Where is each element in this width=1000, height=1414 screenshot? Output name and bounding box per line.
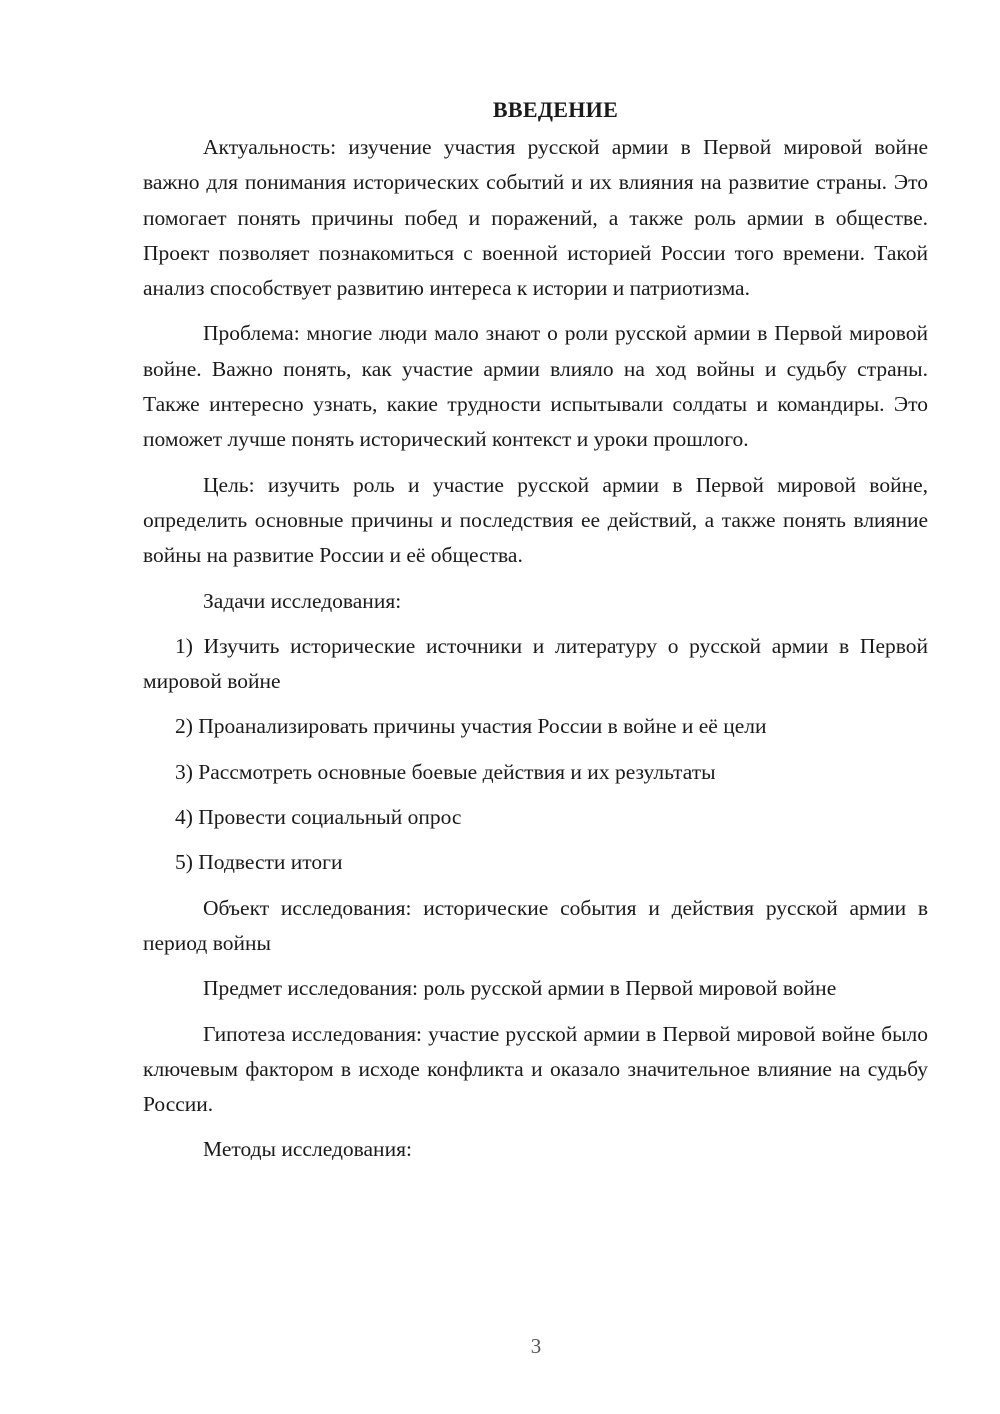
- goal-paragraph: Цель: изучить роль и участие русской армии в Первой мировой войне, определить основные причины и последствия ее действий, а также понять влияние войны на развитие России и её общества.: [143, 472, 928, 568]
- page-number: 3: [530, 1334, 542, 1358]
- problem-paragraph: Проблема: многие люди мало знают о роли русской армии в Первой мировой войне. Важно понять, как участие армии влияло на ход войны и судьбу страны. Также интересно узнать, какие трудности испытывали солдаты и командиры. Это поможет лучше понять исторический контекст и уроки прошлого.: [143, 321, 928, 452]
- relevance-paragraph: Актуальность: изучение участия русской армии в Первой мировой войне важно для понимания исторических событий и их влияния на развитие страны. Это помогает понять причины побед и поражений, а также роль армии в обществе. Проект позволяет познакомиться с военной историей России того времени. Такой анализ способствует развитию интереса к истории и патриотизма.: [143, 135, 928, 301]
- document-title: ВВЕДЕНИЕ: [492, 97, 619, 122]
- object-paragraph: Объект исследования: исторические события и действия русской армии в период войны: [143, 895, 928, 955]
- task-item: 2) Проанализировать причины участия России в войне и её цели: [175, 714, 767, 739]
- task-item: 3) Рассмотреть основные боевые действия и их результаты: [175, 759, 716, 784]
- task-item: 4) Провести социальный опрос: [175, 805, 462, 830]
- document-page: [143, 92, 928, 1178]
- task-item: 1) Изучить исторические источники и литературу о русской армии в Первой мировой войне: [143, 633, 928, 694]
- methods-heading: Методы исследования:: [203, 1137, 412, 1162]
- hypothesis-paragraph: Гипотеза исследования: участие русской армии в Первой мировой войне было ключевым фактором в исходе конфликта и оказало значительное влияние на судьбу России.: [143, 1021, 928, 1117]
- tasks-heading: Задачи исследования:: [203, 588, 402, 613]
- subject-paragraph: Предмет исследования: роль русской армии в Первой мировой войне: [203, 976, 837, 1001]
- task-item: 5) Подвести итоги: [175, 850, 343, 875]
